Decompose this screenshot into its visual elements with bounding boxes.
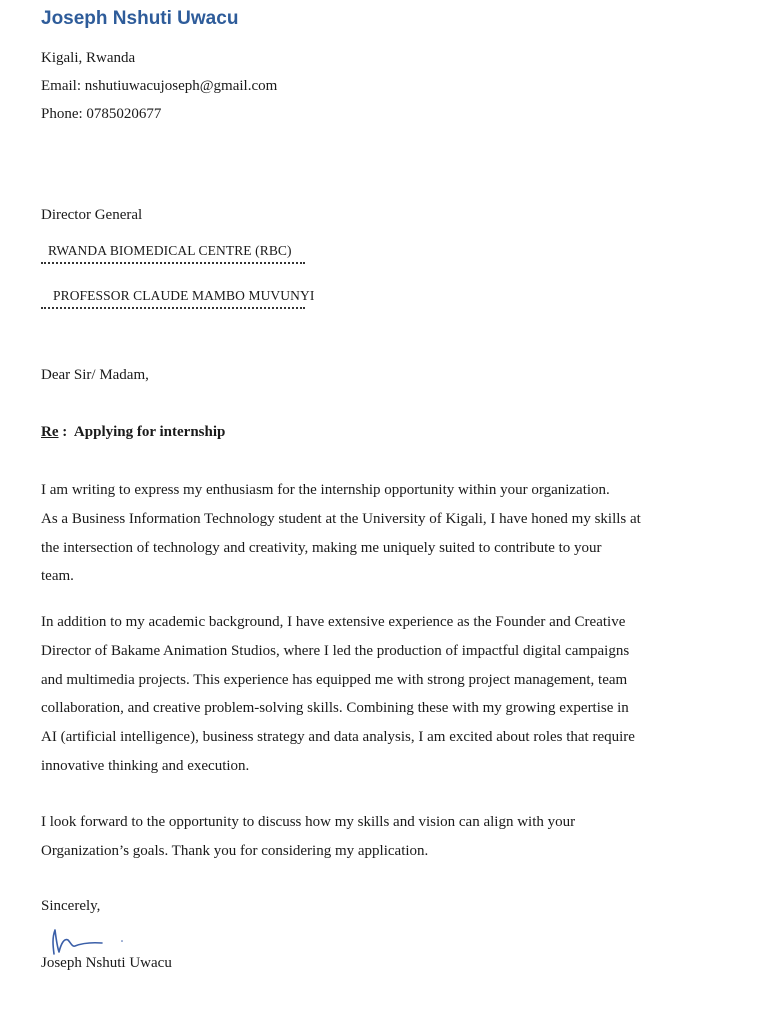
subject-text: Applying for internship [73, 424, 226, 440]
paragraph-line: I am writing to express my enthusiasm for the internship opportunity within your organization. [41, 482, 610, 498]
subject-separator: : [58, 424, 74, 440]
paragraph-line: Director of Bakame Animation Studios, where I led the production of impactful digital campaigns [41, 642, 630, 659]
sender-email: Email: nshutiuwacujoseph@gmail.com [41, 78, 278, 94]
paragraph-line: collaboration, and creative problem-solving skills. Combining these with my growing expertise in [41, 700, 629, 717]
paragraph-line: Organization’s goals. Thank you for considering my application. [41, 842, 429, 859]
closing: Sincerely, [41, 898, 101, 914]
body-paragraph-2 [41, 608, 731, 781]
sender-name-header: Joseph Nshuti Uwacu [41, 8, 239, 29]
recipient-name: PROFESSOR CLAUDE MAMBO MUVUNYI [41, 288, 305, 309]
recipient-title: Director General [41, 207, 143, 223]
paragraph-line: In addition to my academic background, I have extensive experience as the Founder and Creative [41, 614, 626, 630]
sender-phone: Phone: 0785020677 [41, 106, 162, 122]
body-paragraph-1 [41, 476, 731, 591]
subject-line [41, 424, 225, 441]
body-paragraph-3 [41, 808, 731, 866]
paragraph-line: I look forward to the opportunity to discuss how my skills and vision can align with your [41, 814, 576, 830]
paragraph-line: AI (artificial intelligence), business strategy and data analysis, I am excited about roles that require [41, 729, 635, 746]
handwritten-signature [44, 916, 134, 960]
paragraph-line: and multimedia projects. This experience has equipped me with strong project management, team [41, 671, 628, 688]
paragraph-line: As a Business Information Technology student at the University of Kigali, I have honed my skills at [41, 510, 641, 527]
recipient-organization: RWANDA BIOMEDICAL CENTRE (RBC) [41, 243, 305, 264]
salutation: Dear Sir/ Madam, [41, 367, 149, 383]
paragraph-line: the intersection of technology and creativity, making me uniquely suited to contribute to your [41, 539, 602, 556]
paragraph-line: innovative thinking and execution. [41, 757, 250, 774]
signer-name: Joseph Nshuti Uwacu [41, 955, 172, 971]
paragraph-line: team. [41, 568, 74, 585]
subject-prefix: Re [41, 424, 59, 440]
sender-address: Kigali, Rwanda [41, 50, 136, 66]
